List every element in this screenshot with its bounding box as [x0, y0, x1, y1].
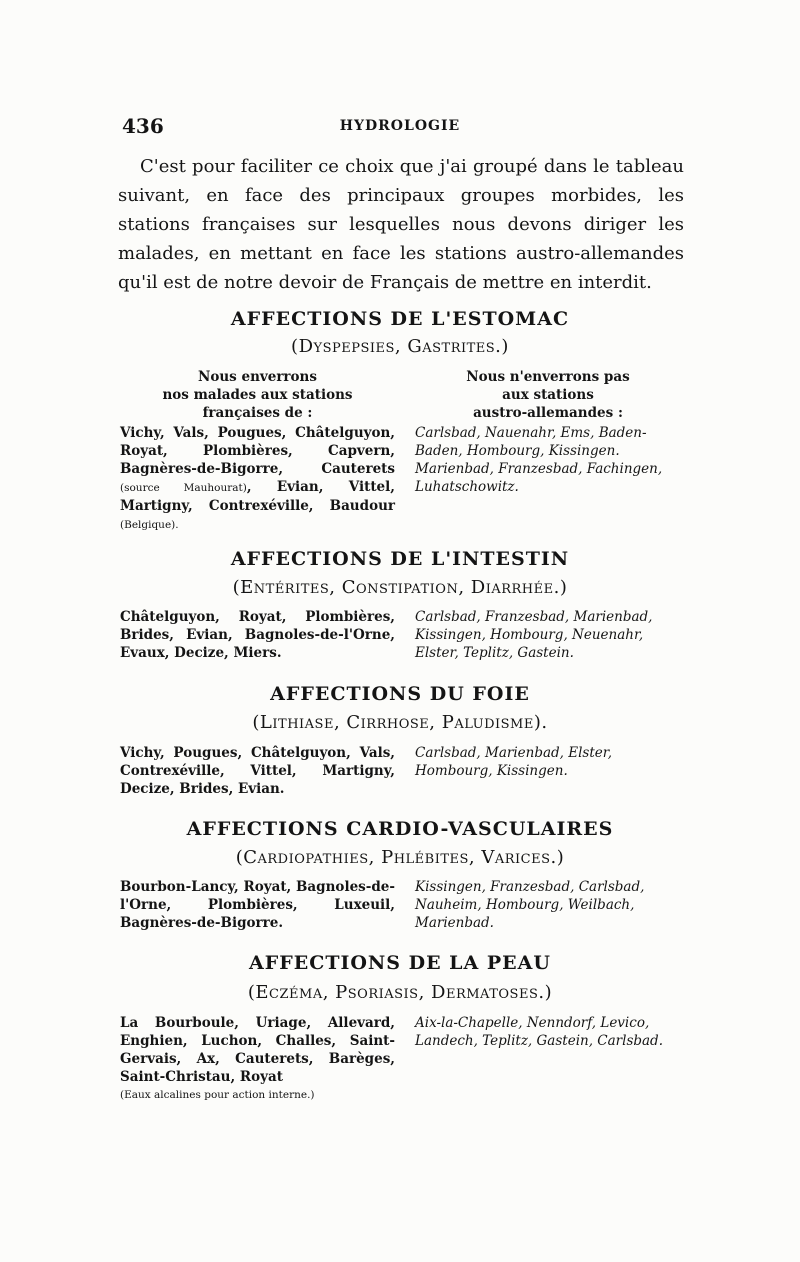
section-title-foie: AFFECTIONS DU FOIE: [270, 683, 530, 705]
section-title-cardio: AFFECTIONS CARDIO-VASCULAIRES: [186, 818, 614, 840]
right-heading-line: Nous n'enverrons pas: [466, 369, 630, 385]
left-column-estomac: [120, 368, 395, 534]
left-note: (Belgique).: [120, 519, 179, 531]
right-text-estomac: Carlsbad, Nauenahr, Ems, Baden-Baden, Hombourg, Kissingen. Marienbad, Franzesbad, Fachingen, Luhatschowitz.: [415, 425, 663, 495]
left-heading-line: françaises de :: [202, 405, 313, 421]
right-column-cardio: Kissingen, Franzesbad, Carlsbad, Nauheim, Hombourg, Weilbach, Marienbad.: [415, 879, 645, 931]
left-column-intestin: Châtelguyon, Royat, Plombières, Brides, Evian, Bagnoles-de-l'Orne, Evaux, Decize, Miers.: [120, 609, 395, 661]
section-subtitle-intestin: (Entérites, Constipation, Diarrhée.): [232, 577, 568, 598]
right-column-estomac: [415, 368, 681, 496]
left-column-foie: Vichy, Pougues, Châtelguyon, Vals, Contrexéville, Vittel, Martigny, Decize, Brides, Evian.: [120, 745, 395, 797]
section-title-estomac: AFFECTIONS DE L'ESTOMAC: [230, 308, 570, 330]
left-note: (source Mauhourat): [120, 482, 247, 494]
intro-text: C'est pour faciliter ce choix que j'ai groupé dans le tableau suivant, en face des principaux groupes morbides, les stations françaises sur lesquelles nous devons diriger les malades, en mettant en face les stations austro-allemandes qu'il est de notre devoir de Français de mettre en interdit.: [118, 156, 684, 293]
section-subtitle-peau: (Eczéma, Psoriasis, Dermatoses.): [247, 982, 553, 1003]
page-header: [120, 114, 680, 144]
page-number: 436: [122, 114, 164, 138]
right-column-foie: Carlsbad, Marienbad, Elster, Hombourg, Kissingen.: [415, 745, 613, 779]
section-subtitle-cardio: (Cardiopathies, Phlébites, Varices.): [235, 847, 565, 868]
left-text-estomac: [120, 424, 395, 534]
left-column-peau: [120, 1014, 395, 1104]
right-heading-line: austro-allemandes :: [473, 405, 623, 421]
left-column-cardio: Bourbon-Lancy, Royat, Bagnoles-de-l'Orne, Plombières, Luxeuil, Bagnères-de-Bigorre.: [120, 879, 395, 931]
right-heading-estomac: [415, 368, 681, 422]
section-subtitle-foie: (Lithiase, Cirrhose, Paludisme).: [252, 712, 548, 733]
left-heading-estomac: [120, 368, 395, 422]
section-title-intestin: AFFECTIONS DE L'INTESTIN: [230, 548, 570, 570]
left-heading-line: nos malades aux stations: [162, 387, 353, 403]
section-subtitle-estomac: (Dyspepsies, Gastrites.): [291, 336, 509, 357]
right-heading-line: aux stations: [502, 387, 594, 403]
left-note: (Eaux alcalines pour action interne.): [120, 1089, 315, 1101]
intro-paragraph: [118, 152, 684, 297]
right-column-peau: Aix-la-Chapelle, Nenndorf, Levico, Landech, Teplitz, Gastein, Carlsbad.: [415, 1015, 663, 1049]
right-column-intestin: Carlsbad, Franzesbad, Marienbad, Kissingen, Hombourg, Neuenahr, Elster, Teplitz, Gastein.: [415, 609, 653, 661]
left-text-continued: , Evian, Vittel, Martigny, Contrexéville, Baudour: [120, 479, 395, 514]
running-title: HYDROLOGIE: [339, 118, 461, 134]
left-heading-line: Nous enverrons: [198, 369, 317, 385]
left-text: Vichy, Vals, Pougues, Châtelguyon, Royat, Plombières, Capvern, Bagnères-de-Bigorre, Cauterets: [120, 425, 395, 477]
section-title-peau: AFFECTIONS DE LA PEAU: [249, 952, 551, 974]
left-text: La Bourboule, Uriage, Allevard, Enghien, Luchon, Challes, Saint-Gervais, Ax, Cauterets, Barèges, Saint-Christau, Royat: [120, 1015, 395, 1085]
